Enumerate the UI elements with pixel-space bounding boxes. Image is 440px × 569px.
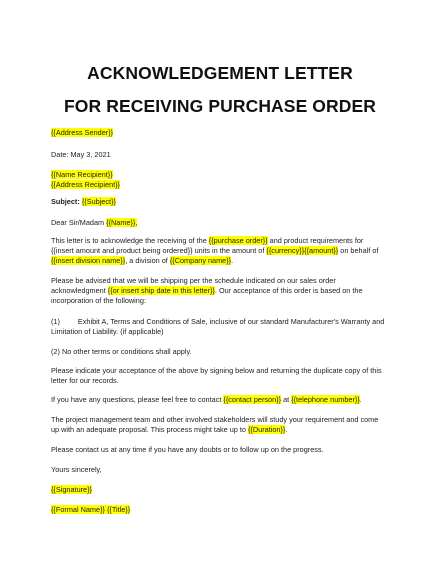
para5-line2 bbox=[51, 425, 287, 435]
para1-text-c: {{insert amount and product being ordered}} units in the amount of bbox=[51, 246, 265, 255]
para1-text-b: and product requirements for bbox=[269, 236, 364, 245]
item1-number: (1) bbox=[51, 317, 60, 326]
para4-text-c: . bbox=[359, 395, 362, 404]
para1-text-e: , a division of bbox=[125, 256, 168, 265]
para4-line bbox=[51, 395, 362, 405]
signature-line bbox=[51, 485, 92, 495]
recipient-name-placeholder: {{Name Recipient}} bbox=[51, 170, 113, 179]
para4-text-b: at bbox=[283, 395, 290, 404]
para4-text-a: If you have any questions, please feel free to contact bbox=[51, 395, 222, 404]
para1-text-f: . bbox=[231, 256, 234, 265]
subject-label: Subject: bbox=[51, 197, 80, 206]
division-name-placeholder: {{insert division name}} bbox=[51, 256, 126, 265]
subject-placeholder: {{Subject}} bbox=[81, 197, 116, 206]
date-line: Date: May 3, 2021 bbox=[51, 150, 111, 159]
duration-placeholder: {{Duration}} bbox=[248, 425, 286, 434]
para1-line2 bbox=[51, 246, 378, 256]
formal-name-line bbox=[51, 505, 130, 515]
item1-line2: Limitation of Liability. (if applicable) bbox=[51, 327, 164, 336]
para2-line3: incorporation of the following: bbox=[51, 296, 146, 305]
para1-text-a: This letter is to acknowledge the receiving of the bbox=[51, 236, 207, 245]
para5-text-a: up with an adequate proposal. This process might take up to bbox=[51, 425, 246, 434]
item1-text: Exhibit A, Terms and Conditions of Sale, inclusive of our standard Manufacturer's Warranty and bbox=[77, 317, 385, 326]
para5-line1: The project management team and other involved stakeholders will study your requirement and come bbox=[51, 415, 379, 424]
purchase-order-placeholder: {{purchase order}} bbox=[208, 236, 268, 245]
sender-address bbox=[51, 128, 113, 138]
salutation-name-placeholder: {{Name}}, bbox=[106, 218, 138, 227]
item2-line: (2) No other terms or conditions shall apply. bbox=[51, 347, 192, 356]
para2-line1: Please be advised that we will be shipping per the schedule indicated on our sales order bbox=[51, 276, 336, 285]
para6-line: Please contact us at any time if you have any doubts or to follow up on the progress. bbox=[51, 445, 324, 454]
para2-line2 bbox=[51, 286, 363, 296]
ship-date-placeholder: {{or insert ship date in this letter}} bbox=[107, 286, 215, 295]
sender-placeholder: {{Address Sender}} bbox=[51, 128, 114, 137]
subject-line bbox=[51, 197, 116, 207]
para2-text-a: acknowledgment bbox=[51, 286, 106, 295]
para1-line3 bbox=[51, 256, 233, 266]
contact-person-placeholder: {{contact person}} bbox=[223, 395, 282, 404]
para5-text-b: . bbox=[285, 425, 288, 434]
para1-line1 bbox=[51, 236, 363, 246]
salutation-prefix: Dear Sir/Madam bbox=[51, 218, 105, 227]
salutation bbox=[51, 218, 137, 228]
para3-line2: letter for our records. bbox=[51, 376, 119, 385]
closing-line: Yours sincerely, bbox=[51, 465, 102, 474]
signature-placeholder: {{Signature}} bbox=[51, 485, 92, 494]
item1-line1 bbox=[51, 317, 384, 327]
recipient-name bbox=[51, 170, 113, 180]
company-name-placeholder: {{Company name}} bbox=[169, 256, 232, 265]
title-line-1: ACKNOWLEDGEMENT LETTER bbox=[87, 63, 353, 83]
telephone-number-placeholder: {{telephone number}} bbox=[291, 395, 360, 404]
recipient-address bbox=[51, 180, 120, 190]
para3-line1: Please indicate your acceptance of the above by signing below and returning the duplicate copy of this bbox=[51, 366, 382, 375]
para2-text-b: . Our acceptance of this order is based on the bbox=[214, 286, 363, 295]
recipient-address-placeholder: {{Address Recipient}} bbox=[51, 180, 120, 189]
formal-name-placeholder: {{Formal Name}} {{Title}} bbox=[51, 505, 131, 514]
title-line-2: FOR RECEIVING PURCHASE ORDER bbox=[64, 96, 376, 116]
para1-text-d: on behalf of bbox=[340, 246, 379, 255]
currency-amount-placeholder: {{currency}}{{amount}} bbox=[266, 246, 339, 255]
